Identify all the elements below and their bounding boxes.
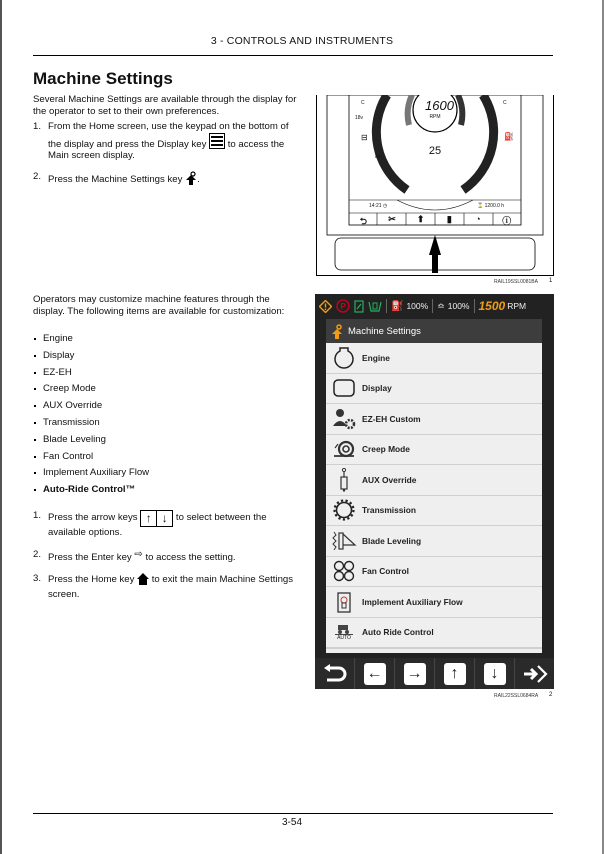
auto-label: AUTO (337, 635, 351, 642)
menu-item-creep-mode[interactable] (326, 435, 542, 466)
status-separator (432, 299, 433, 313)
step-text-before: Press the arrow keys (48, 512, 138, 523)
list-item: Display (33, 350, 149, 367)
figure-2-machine-settings-screen (315, 294, 554, 689)
menu-item-implement-auxiliary-flow[interactable] (326, 587, 542, 618)
ez-eh-custom-icon (326, 408, 362, 430)
back-button[interactable] (315, 658, 354, 689)
engine-icon (326, 347, 362, 369)
step-number: 1. (33, 121, 42, 132)
menu-item-aux-override[interactable] (326, 465, 542, 496)
machine-settings-icon (326, 324, 348, 339)
status-bar (315, 294, 554, 318)
list-item: Creep Mode (33, 383, 149, 400)
clock-icon: ◷ (382, 203, 388, 209)
creep-mode-snail-icon (326, 440, 362, 458)
display-key-icon (209, 133, 225, 149)
step-2 (33, 171, 303, 189)
def-percent: 100% (447, 301, 470, 311)
voltage-high: 18v (355, 115, 364, 121)
display-icon (326, 379, 362, 397)
figure-2-label: RAIL22SSL0684RA (494, 693, 539, 699)
machine-settings-key-icon (185, 171, 197, 189)
fuel-icon: ⛽ (391, 300, 404, 312)
menu-item-transmission[interactable] (326, 496, 542, 527)
step-number: 3. (33, 573, 42, 584)
arrow-up-icon: ↑ (444, 663, 466, 685)
rpm-unit: RPM (429, 114, 441, 120)
auto-ride-control-icon (326, 623, 362, 641)
clock-value: 14:21 (369, 203, 382, 209)
engine-rpm-unit: RPM (507, 301, 527, 311)
step-number: 1. (33, 510, 42, 521)
list-item: Transmission (33, 417, 149, 434)
voltage-low: 8v (375, 154, 381, 160)
steps-bottom (33, 510, 303, 606)
step-text-after: . (197, 173, 200, 185)
softkey-row (349, 214, 521, 230)
list-item: AUX Override (33, 400, 149, 417)
menu-item-label: Blade Leveling (362, 535, 422, 546)
machine-settings-panel (326, 319, 542, 653)
list-item: Implement Auxiliary Flow (33, 467, 149, 484)
menu-item-label: Auto Ride Control (362, 627, 434, 638)
figure-2-number: 2 (549, 692, 553, 698)
panel-title: Machine Settings (348, 325, 421, 337)
figure-1-label: RAIL19SSL0081BA (494, 279, 538, 285)
arrow-down-button[interactable] (474, 658, 514, 689)
display-illustration (317, 95, 553, 275)
menu-item-blade-leveling[interactable] (326, 526, 542, 557)
list-item: Fan Control (33, 451, 149, 468)
menu-item-auto-ride-control[interactable] (326, 618, 542, 650)
running-header: 3 - CONTROLS AND INSTRUMENTS (210, 35, 394, 47)
fuel-percent: 100% (406, 301, 429, 311)
def-icon: ≏ (437, 300, 445, 311)
arrow-keys-icon (140, 510, 173, 527)
figure-1-number: 1 (549, 278, 553, 284)
menu-item-label: Creep Mode (362, 444, 410, 455)
step-number: 2. (33, 548, 42, 560)
step-text-after: to access the setting. (145, 551, 236, 563)
menu-item-label: EZ-EH Custom (362, 413, 421, 424)
enter-key-icon: ⇨ (134, 548, 143, 560)
menu-item-label: Fan Control (362, 566, 409, 577)
page-number: 3-54 (282, 817, 303, 828)
arrow-up-icon: ↑ (145, 511, 152, 525)
step-text-after: to select between the available options. (48, 512, 267, 538)
status-separator (386, 299, 387, 313)
enter-button[interactable] (514, 658, 554, 689)
fuel-icon: ⛽ (504, 132, 514, 141)
home-key-icon (137, 573, 149, 589)
arrow-left-button[interactable] (354, 658, 394, 689)
seat-belt-icon (354, 300, 364, 313)
aux-override-cylinder-icon (326, 468, 362, 492)
gauge-icon[interactable]: ◔ (475, 214, 481, 224)
list-item: Blade Leveling (33, 434, 149, 451)
speed-value: 25 (428, 145, 442, 157)
customization-intro: Operators may customize machine features through the display. The following items are available for customization: (33, 294, 285, 317)
menu-item-ez-eh-custom[interactable] (326, 404, 542, 435)
menu-item-label: Implement Auxiliary Flow (362, 596, 463, 607)
menu-item-display[interactable] (326, 374, 542, 405)
step-2 (33, 549, 303, 564)
step-number: 2. (33, 170, 42, 182)
warning-icon (319, 300, 332, 313)
left-gauge-top: C (361, 100, 365, 106)
nav-bar (315, 658, 554, 689)
menu-item-label: Display (362, 383, 392, 394)
list-item: EZ-EH (33, 367, 149, 384)
customization-list (33, 333, 149, 501)
arrow-down-icon: ↓ (484, 663, 506, 685)
menu-item-label: Engine (362, 352, 390, 363)
blade-leveling-icon (326, 531, 362, 551)
step-1 (33, 510, 303, 539)
right-gauge-top: C (503, 100, 507, 106)
step-text-after: to access the Main screen display. (48, 138, 285, 161)
step-1 (33, 121, 303, 162)
list-item: Auto-Ride Control™ (33, 484, 149, 501)
step-text-before: Press the Home key (48, 574, 135, 585)
back-icon (323, 664, 347, 684)
engine-rpm-value: 1500 (478, 299, 506, 313)
intro-paragraph: Several Machine Settings are available through the display for the operator to set to their own preferences. (33, 94, 297, 117)
camera-settings-icon[interactable]: ▮ (446, 214, 452, 224)
header-rule (33, 55, 553, 56)
step-3 (33, 573, 303, 600)
arrow-left-icon: ← (364, 663, 386, 685)
figure-1-display-diagram (316, 95, 554, 276)
steps-top (33, 121, 303, 194)
arrow-up-button[interactable] (434, 658, 474, 689)
rpm-value: 1600 (425, 98, 454, 113)
tools-icon[interactable]: ✂ (388, 214, 396, 224)
menu-item-engine[interactable] (326, 343, 542, 374)
enter-icon (522, 664, 548, 684)
footer-rule (33, 813, 553, 814)
hour-meter (477, 203, 504, 209)
menu-item-label: AUX Override (362, 474, 417, 485)
park-brake-icon (336, 299, 350, 313)
menu-item-fan-control[interactable] (326, 557, 542, 588)
status-separator (474, 299, 475, 313)
step-text-before: Press the Enter key (48, 551, 132, 563)
info-icon[interactable]: ⓘ (502, 216, 512, 226)
list-item: Engine (33, 333, 149, 350)
fan-icon (326, 560, 362, 582)
step-text-before: From the Home screen, use the keypad on the bottom of the display and press the Display key (48, 121, 289, 150)
step-text-before: Press the Machine Settings key (48, 173, 183, 185)
step-text-after: to exit the main Machine Settings screen. (48, 574, 294, 600)
arrow-right-button[interactable] (394, 658, 434, 689)
arrow-right-icon: → (404, 663, 426, 685)
panel-header (326, 319, 542, 343)
page-edge-left (0, 0, 2, 854)
transmission-gear-icon (326, 499, 362, 521)
svg-text:P: P (340, 302, 346, 311)
implement-aux-flow-icon (326, 591, 362, 613)
seat-bar-icon (368, 300, 382, 313)
clock-readout (369, 203, 387, 209)
machine-settings-icon[interactable]: ⬆ (416, 214, 425, 224)
page-title: Machine Settings (33, 69, 173, 88)
battery-icon: ⊟ (361, 133, 368, 142)
back-icon[interactable]: ⮌ (359, 216, 367, 226)
hours-value: 1200.0 h (484, 203, 505, 209)
arrow-down-icon: ↓ (156, 511, 172, 526)
hourglass-icon: ⌛ (477, 203, 484, 209)
menu-item-label: Transmission (362, 505, 416, 516)
